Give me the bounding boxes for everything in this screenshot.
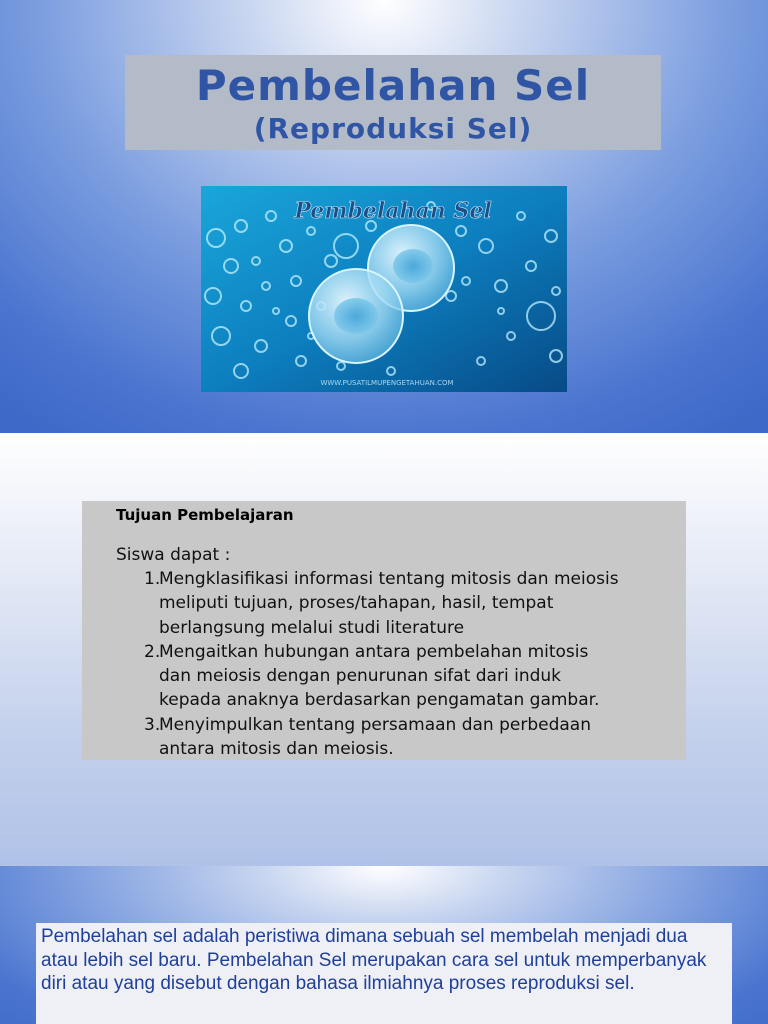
slide-objectives [0, 433, 768, 866]
slide-title [0, 0, 768, 433]
list-item-text: Mengaitkan hubungan antara pembelahan mitosis dan meiosis dengan penurunan sifat dari induk kepada anaknya berdasarkan pengamatan gambar. [159, 641, 600, 711]
list-item-text: Mengklasifikasi informasi tentang mitosis dan meiosis meliputi tujuan, proses/tahapan, hasil, tempat berlangsung melalui studi literature [159, 569, 619, 638]
image-caption: Pembelahan Sel [294, 198, 492, 224]
objectives-heading: Tujuan Pembelajaran [116, 506, 294, 524]
title-box [125, 55, 661, 150]
list-item-number: 2. [144, 641, 161, 662]
page-title: Pembelahan Sel [195, 61, 591, 110]
list-item-text: Menyimpulkan tentang persamaan dan perbedaan antara mitosis dan meiosis. [159, 714, 591, 760]
list-item-number: 3. [144, 714, 161, 735]
definition-text: Pembelahan sel adalah peristiwa dimana sebuah sel membelah menjadi dua atau lebih sel baru. Pembelahan Sel merupakan cara sel untuk memperbanyak diri atau yang disebut dengan bahasa ilmiahnya proses reproduksi sel. [41, 926, 707, 994]
page-subtitle: (Reproduksi Sel) [253, 112, 533, 145]
image-watermark: WWW.PUSATILMUPENGETAHUAN.COM [320, 379, 454, 387]
objectives-list [144, 567, 624, 761]
list-item [144, 567, 624, 640]
list-item [144, 713, 624, 762]
objectives-box [82, 501, 686, 760]
objectives-intro: Siswa dapat : [116, 545, 231, 565]
definition-box [36, 923, 732, 1024]
list-item-number: 1. [144, 569, 161, 589]
slide-definition [0, 866, 768, 1024]
cell-division-image [201, 186, 567, 392]
list-item [144, 640, 624, 713]
